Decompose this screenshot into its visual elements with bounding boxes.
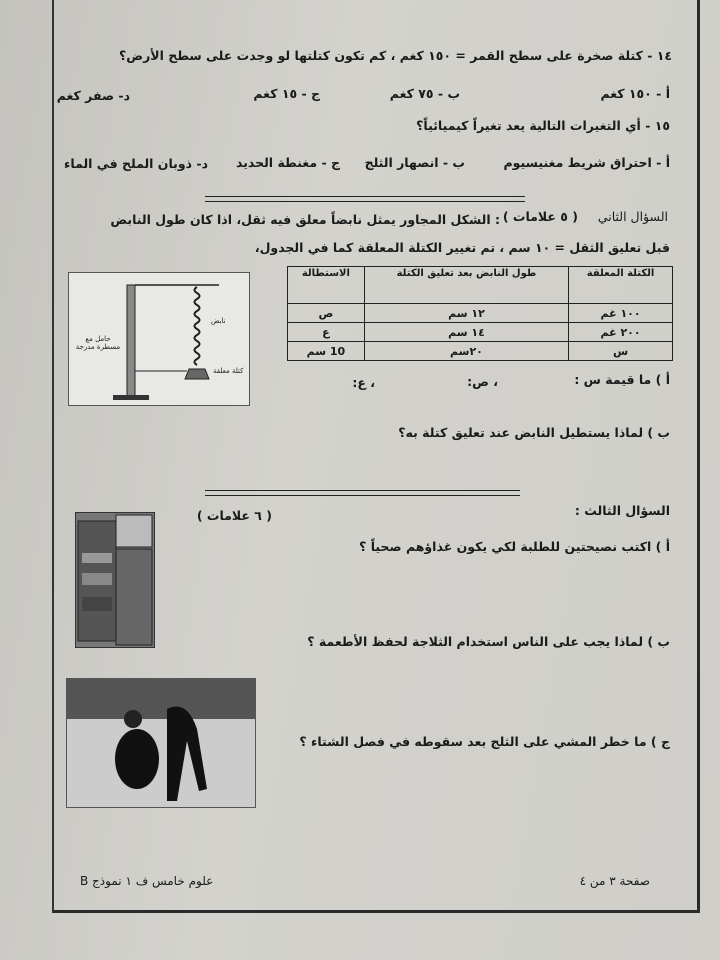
table-cell: ٢٠سم xyxy=(364,342,568,361)
snow-photo xyxy=(66,678,256,808)
q14-option-c: ج - ١٥ كغم xyxy=(253,86,320,101)
q15-option-c: ج - مغنطة الحديد xyxy=(235,155,340,170)
q15-option-d: د- ذوبان الملح في الماء xyxy=(64,156,208,171)
q2-a-y: ، ص: xyxy=(467,374,498,389)
q2-a: أ ) ما قيمة س : xyxy=(574,372,670,387)
table-cell: ٢٠٠ غم xyxy=(569,323,673,342)
table-cell: ١٠٠ غم xyxy=(569,304,673,323)
q14-option-b: ب - ٧٥ كغم xyxy=(389,86,460,101)
exam-model: علوم خامس ف ١ نموذج B xyxy=(80,874,214,888)
table-cell: س xyxy=(569,342,673,361)
table-header: طول النابض بعد تعليق الكتلة xyxy=(364,267,568,304)
table-cell: ١٤ سم xyxy=(364,323,568,342)
q3-title: السؤال الثالث : xyxy=(574,503,670,518)
q14-option-d: د- صفر كغم xyxy=(56,88,130,103)
divider xyxy=(205,490,520,496)
q15-option-a: أ - احتراق شريط مغنيسيوم xyxy=(503,155,670,170)
q2-line2: قبل تعليق الثقل = ١٠ سم ، تم تغيير الكتلة المعلقة كما في الجدول، xyxy=(254,240,670,255)
table-cell: ص xyxy=(288,304,365,323)
q3-marks: ( ٦ علامات ) xyxy=(196,508,272,523)
table-row xyxy=(288,323,673,342)
q15-text: ١٥ - أي التغيرات التالية يعد تغيراً كيميائياً؟ xyxy=(416,118,670,133)
stand-label: حامل مع مسطرة مدرجة xyxy=(75,335,121,351)
people-in-snow-icon xyxy=(67,679,255,807)
table-row xyxy=(288,342,673,361)
q15-option-b: ب - انصهار الثلج xyxy=(364,155,465,170)
page-number: صفحة ٣ من ٤ xyxy=(579,874,650,888)
spring-figure xyxy=(68,272,250,406)
q14-text: ١٤ - كتلة صخرة على سطح القمر = ١٥٠ كغم ، كم تكون كتلتها لو وجدت على سطح الأرض؟ xyxy=(119,48,672,63)
table-row xyxy=(288,304,673,323)
mass-label: كتلة معلقة xyxy=(213,367,244,375)
fridge-icon xyxy=(76,513,154,647)
divider xyxy=(205,196,525,202)
q3-b: ب ) لماذا يجب على الناس استخدام الثلاجة لحفظ الأطعمة ؟ xyxy=(307,634,670,649)
q14-option-a: أ - ١٥٠ كغم xyxy=(600,86,670,101)
table-cell: ١٢ سم xyxy=(364,304,568,323)
q2-b: ب ) لماذا يستطيل النابض عند تعليق كتلة به؟ xyxy=(398,425,670,440)
fridge-image xyxy=(75,512,155,648)
q3-c: ج ) ما خطر المشي على الثلج بعد سقوطه في فصل الشتاء ؟ xyxy=(299,734,670,749)
q3-a: أ ) اكتب نصيحتين للطلبة لكي يكون غذاؤهم صحياً ؟ xyxy=(359,539,670,554)
q2-title: السؤال الثاني xyxy=(597,209,668,224)
q2-line1: : الشكل المجاور يمثل نابضاً معلق فيه ثقل، اذا كان طول النابض xyxy=(110,212,500,227)
q2-a-z: ، ع: xyxy=(352,375,375,390)
table-cell: 10 سم xyxy=(288,342,365,361)
table-header: الكتلة المعلقة xyxy=(569,267,673,304)
spring-label: نابض xyxy=(211,317,226,325)
table-header: الاستطالة xyxy=(288,267,365,304)
q2-marks: ( ٥ علامات ) xyxy=(502,209,578,224)
spring-table xyxy=(287,266,673,361)
table-cell: ع xyxy=(288,323,365,342)
